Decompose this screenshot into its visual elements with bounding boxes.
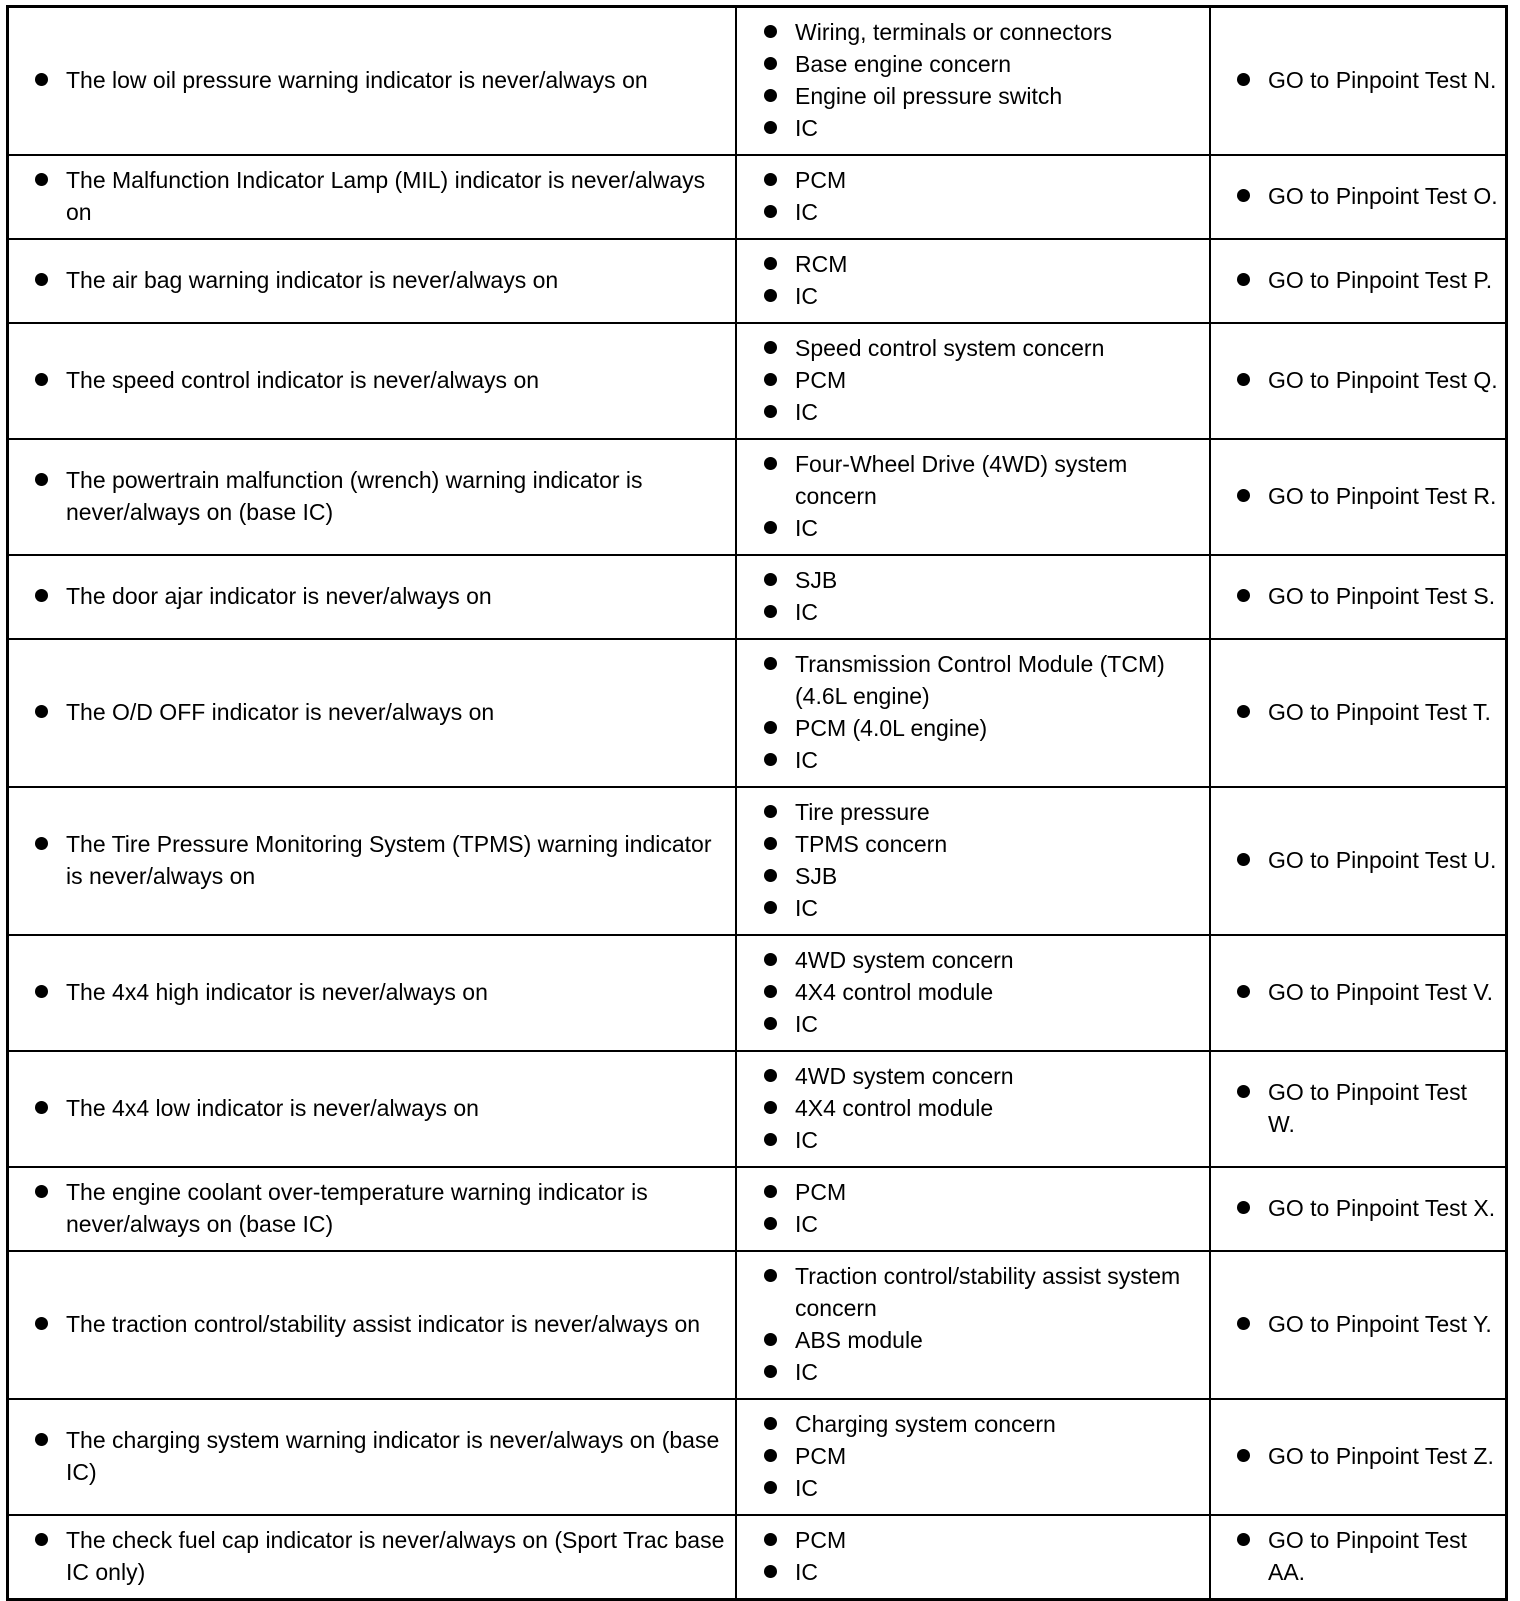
source-cell <box>736 1399 1210 1515</box>
pinpoint-test-reference: GO to Pinpoint Test S. <box>1268 580 1499 612</box>
source-cell <box>736 439 1210 555</box>
source-item: TPMS concern <box>795 828 1201 860</box>
source-item: IC <box>795 596 1201 628</box>
source-list <box>737 556 1209 638</box>
symptom-table <box>9 8 1505 1598</box>
source-item: IC <box>795 1124 1201 1156</box>
source-item: IC <box>795 396 1201 428</box>
source-list <box>737 240 1209 322</box>
source-item: Tire pressure <box>795 796 1201 828</box>
action-list <box>1211 356 1505 406</box>
condition-text: The air bag warning indicator is never/always on <box>66 264 727 296</box>
source-item: Wiring, terminals or connectors <box>795 16 1201 48</box>
source-item: ABS module <box>795 1324 1201 1356</box>
condition-list <box>9 1516 735 1598</box>
action-cell <box>1210 1251 1505 1399</box>
condition-text: The O/D OFF indicator is never/always on <box>66 696 727 728</box>
action-list <box>1211 472 1505 522</box>
action-cell <box>1210 439 1505 555</box>
source-item: IC <box>795 1208 1201 1240</box>
action-cell <box>1210 787 1505 935</box>
pinpoint-test-reference: GO to Pinpoint Test U. <box>1268 844 1499 876</box>
pinpoint-test-reference: GO to Pinpoint Test V. <box>1268 976 1499 1008</box>
source-list <box>737 640 1209 786</box>
condition-text: The engine coolant over-temperature warning indicator is never/always on (base IC) <box>66 1176 727 1240</box>
action-list <box>1211 968 1505 1018</box>
source-cell <box>736 323 1210 439</box>
pinpoint-test-reference: GO to Pinpoint Test R. <box>1268 480 1499 512</box>
condition-list <box>9 572 735 622</box>
condition-text: The speed control indicator is never/always on <box>66 364 727 396</box>
source-item: IC <box>795 1356 1201 1388</box>
source-cell <box>736 1167 1210 1251</box>
source-list <box>737 1168 1209 1250</box>
source-cell <box>736 555 1210 639</box>
source-item: IC <box>795 112 1201 144</box>
source-item: IC <box>795 280 1201 312</box>
condition-text: The 4x4 low indicator is never/always on <box>66 1092 727 1124</box>
table-body <box>9 8 1505 1598</box>
source-cell <box>736 239 1210 323</box>
action-cell <box>1210 239 1505 323</box>
condition-cell <box>9 1251 736 1399</box>
source-item: IC <box>795 1556 1201 1588</box>
pinpoint-test-reference: GO to Pinpoint Test N. <box>1268 64 1499 96</box>
table-row <box>9 155 1505 239</box>
action-list <box>1211 172 1505 222</box>
pinpoint-test-reference: GO to Pinpoint Test AA. <box>1268 1524 1499 1588</box>
table-row <box>9 935 1505 1051</box>
source-item: PCM <box>795 1524 1201 1556</box>
source-list <box>737 1052 1209 1166</box>
condition-cell <box>9 155 736 239</box>
source-item: 4WD system concern <box>795 1060 1201 1092</box>
condition-cell <box>9 1399 736 1515</box>
condition-cell <box>9 1167 736 1251</box>
condition-cell <box>9 555 736 639</box>
action-list <box>1211 1184 1505 1234</box>
condition-cell <box>9 1515 736 1598</box>
source-cell <box>736 787 1210 935</box>
table-row <box>9 639 1505 787</box>
source-list <box>737 936 1209 1050</box>
table-row <box>9 323 1505 439</box>
source-item: Speed control system concern <box>795 332 1201 364</box>
source-item: 4WD system concern <box>795 944 1201 976</box>
condition-list <box>9 256 735 306</box>
condition-list <box>9 356 735 406</box>
source-list <box>737 1400 1209 1514</box>
action-cell <box>1210 1399 1505 1515</box>
action-cell <box>1210 1051 1505 1167</box>
source-item: Base engine concern <box>795 48 1201 80</box>
source-item: SJB <box>795 860 1201 892</box>
action-cell <box>1210 8 1505 155</box>
source-item: IC <box>795 1472 1201 1504</box>
table-row <box>9 439 1505 555</box>
condition-text: The charging system warning indicator is never/always on (base IC) <box>66 1424 727 1488</box>
condition-list <box>9 1168 735 1250</box>
table-row <box>9 239 1505 323</box>
action-cell <box>1210 155 1505 239</box>
condition-text: The Tire Pressure Monitoring System (TPMS) warning indicator is never/always on <box>66 828 727 892</box>
table-row <box>9 555 1505 639</box>
pinpoint-test-reference: GO to Pinpoint Test T. <box>1268 696 1499 728</box>
condition-cell <box>9 1051 736 1167</box>
condition-cell <box>9 239 736 323</box>
source-cell <box>736 935 1210 1051</box>
pinpoint-test-reference: GO to Pinpoint Test Z. <box>1268 1440 1499 1472</box>
condition-list <box>9 456 735 538</box>
source-item: PCM <box>795 1176 1201 1208</box>
source-item: Traction control/stability assist system concern <box>795 1260 1201 1324</box>
source-item: RCM <box>795 248 1201 280</box>
table-row <box>9 1399 1505 1515</box>
table-row <box>9 8 1505 155</box>
condition-cell <box>9 439 736 555</box>
table-row <box>9 787 1505 935</box>
condition-list <box>9 56 735 106</box>
action-list <box>1211 836 1505 886</box>
source-cell <box>736 155 1210 239</box>
source-list <box>737 1252 1209 1398</box>
source-item: IC <box>795 1008 1201 1040</box>
condition-list <box>9 968 735 1018</box>
source-item: IC <box>795 196 1201 228</box>
source-item: PCM (4.0L engine) <box>795 712 1201 744</box>
condition-list <box>9 1416 735 1498</box>
source-item: 4X4 control module <box>795 976 1201 1008</box>
condition-text: The traction control/stability assist indicator is never/always on <box>66 1308 727 1340</box>
pinpoint-test-reference: GO to Pinpoint Test Q. <box>1268 364 1499 396</box>
source-item: PCM <box>795 364 1201 396</box>
source-cell <box>736 8 1210 155</box>
pinpoint-test-reference: GO to Pinpoint Test Y. <box>1268 1308 1499 1340</box>
condition-text: The low oil pressure warning indicator is never/always on <box>66 64 727 96</box>
source-list <box>737 1516 1209 1598</box>
action-list <box>1211 572 1505 622</box>
action-cell <box>1210 639 1505 787</box>
action-list <box>1211 1432 1505 1482</box>
condition-cell <box>9 935 736 1051</box>
source-item: IC <box>795 512 1201 544</box>
condition-list <box>9 156 735 238</box>
pinpoint-test-reference: GO to Pinpoint Test X. <box>1268 1192 1499 1224</box>
condition-text: The powertrain malfunction (wrench) warning indicator is never/always on (base IC) <box>66 464 727 528</box>
action-cell <box>1210 1515 1505 1598</box>
source-item: IC <box>795 892 1201 924</box>
source-cell <box>736 639 1210 787</box>
action-list <box>1211 56 1505 106</box>
condition-text: The check fuel cap indicator is never/always on (Sport Trac base IC only) <box>66 1524 727 1588</box>
condition-list <box>9 820 735 902</box>
action-list <box>1211 1300 1505 1350</box>
condition-text: The Malfunction Indicator Lamp (MIL) indicator is never/always on <box>66 164 727 228</box>
source-list <box>737 156 1209 238</box>
condition-text: The 4x4 high indicator is never/always on <box>66 976 727 1008</box>
condition-text: The door ajar indicator is never/always on <box>66 580 727 612</box>
source-cell <box>736 1251 1210 1399</box>
condition-list <box>9 688 735 738</box>
pinpoint-test-reference: GO to Pinpoint Test P. <box>1268 264 1499 296</box>
table-row <box>9 1167 1505 1251</box>
source-item: Engine oil pressure switch <box>795 80 1201 112</box>
source-item: 4X4 control module <box>795 1092 1201 1124</box>
table-row <box>9 1051 1505 1167</box>
action-cell <box>1210 323 1505 439</box>
source-item: IC <box>795 744 1201 776</box>
source-item: PCM <box>795 164 1201 196</box>
source-item: Charging system concern <box>795 1408 1201 1440</box>
action-cell <box>1210 935 1505 1051</box>
condition-cell <box>9 787 736 935</box>
source-cell <box>736 1051 1210 1167</box>
source-list <box>737 324 1209 438</box>
source-item: SJB <box>795 564 1201 596</box>
source-item: Four-Wheel Drive (4WD) system concern <box>795 448 1201 512</box>
table-row <box>9 1251 1505 1399</box>
source-list <box>737 440 1209 554</box>
action-cell <box>1210 1167 1505 1251</box>
source-list <box>737 8 1209 154</box>
action-list <box>1211 1068 1505 1150</box>
condition-cell <box>9 323 736 439</box>
source-item: PCM <box>795 1440 1201 1472</box>
symptom-chart <box>6 5 1508 1601</box>
action-list <box>1211 688 1505 738</box>
table-row <box>9 1515 1505 1598</box>
condition-cell <box>9 639 736 787</box>
condition-list <box>9 1300 735 1350</box>
pinpoint-test-reference: GO to Pinpoint Test W. <box>1268 1076 1499 1140</box>
action-list <box>1211 256 1505 306</box>
condition-cell <box>9 8 736 155</box>
condition-list <box>9 1084 735 1134</box>
source-list <box>737 788 1209 934</box>
source-item: Transmission Control Module (TCM) (4.6L engine) <box>795 648 1201 712</box>
action-list <box>1211 1516 1505 1598</box>
source-cell <box>736 1515 1210 1598</box>
pinpoint-test-reference: GO to Pinpoint Test O. <box>1268 180 1499 212</box>
action-cell <box>1210 555 1505 639</box>
